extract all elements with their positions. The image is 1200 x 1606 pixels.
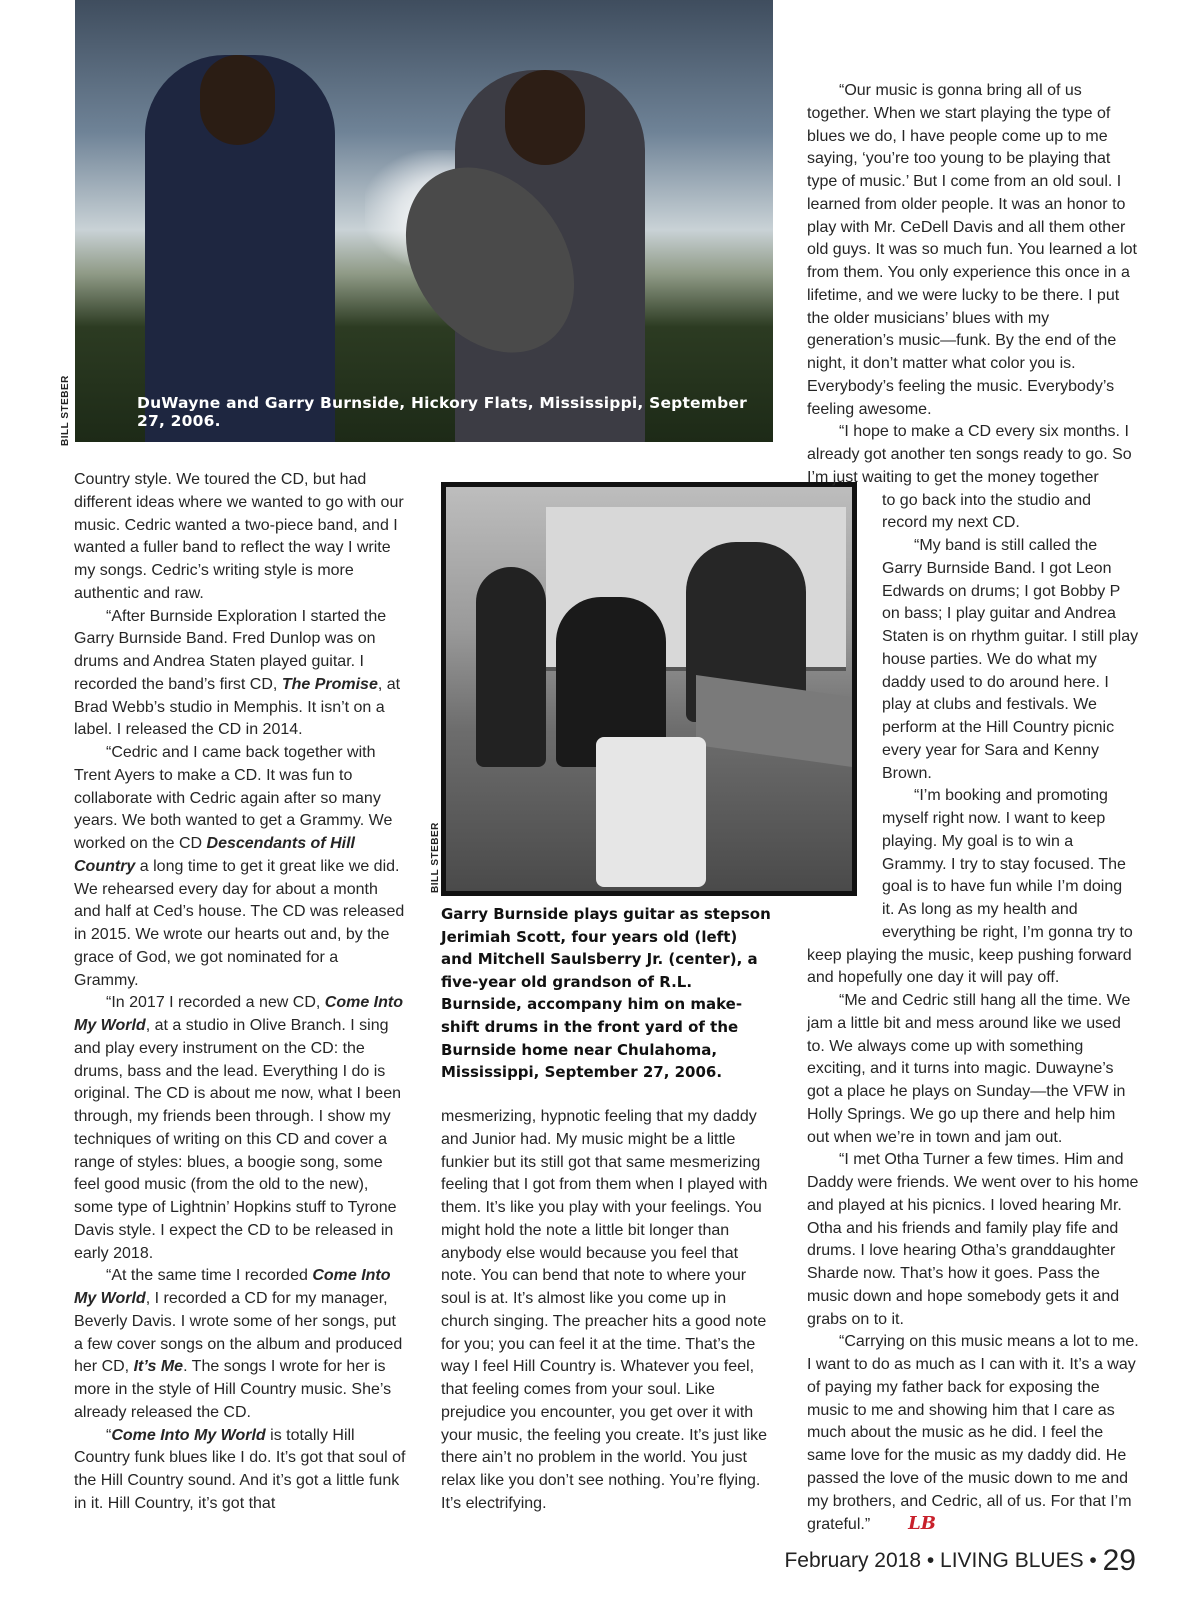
paragraph [807,1331,1139,1537]
text: “Carrying on this music means a lot to me. I want to do as much as I can with it. It’s a way of paying my father back for exposing the music to me and showing him that I care as much about the music as he did. I feel the same love for the music as my daddy did. He passed the love of the music down to me and my brothers, and Cedric, all of us. For that I’m grateful.” [807,1333,1139,1534]
paragraph: “Me and Cedric still hang all the time. We jam a little bit and mess around like we used to. We always come up with something exciting, and it turns into magic. Duwayne’s got a place he plays on Sunday—the VFW in Holly Springs. We go up there and help him out when we’re in town and jam out. [807,992,1131,1146]
album-title: Come Into My World [74,1267,391,1307]
paragraph: keep playing the music, keep pushing forward and hopefully one day it will pay off. [807,946,1132,987]
text: is totally Hill Country funk blues like I do. It’s got that soul of the Hill Country sound. And it’s got a little funk in it. Hill Country, it’s got that [74,1426,406,1512]
text: , at a studio in Olive Branch. I sing and play every instrument on the CD: the drums, bass and the lead. Everything I do is original. The CD is about me now, what I been through, my friends been through. I show my techniques of writing on this CD and cover a range of styles: blues, a boogie song, some feel good music (from the old to the new), some type of Lightnin’ Hopkins stuff to Tyrone Davis style. I expect the CD to be released in early 2018. [74,1017,401,1262]
article-column-3 [807,80,1139,1537]
album-title: Come Into My World [74,994,403,1034]
text: . The songs I wrote for her is more in the style of Hill Country music. She’s already released the CD. [74,1358,392,1421]
text: “After Burnside Exploration I started the Garry Burnside Band. Fred Dunlop was on drums and Andrea Staten played guitar. I recorded the band’s first CD, [74,607,387,693]
page-footer [784,1544,1136,1578]
figure-head [505,70,585,165]
article-column-1 [74,469,406,1516]
text: “ [106,1426,112,1444]
paragraph: “I hope to make a CD every six months. I already got another ten songs ready to go. So I’m just waiting to get the money together [807,423,1132,486]
paragraph: mesmerizing, hypnotic feeling that my daddy and Junior had. My music might be a little funkier but its still got that same mesmerizing feeling that I got from them when I played with them. It’s like you play with your feelings. You might hold the note a little bit longer than anybody else would because you feel that note. You can bend that note to where your soul is at. It’s almost like you come up in church singing. The preacher hits a good note for you; you can feel it at the time. That’s the way I feel Hill Country is. Whatever you feel, that feeling comes from your soul. Like prejudice you encounter, you get over it with your music, the feeling you create. It’s just like there ain’t no problem in the world. You just relax like you don’t see nothing. You’re flying. It’s electrifying. [441,1108,768,1512]
paragraph: “My band is still called the Garry Burnside Band. I got Leon Edwards on drums; I got Bobby P on bass; I play guitar and Andrea Staten is on rhythm guitar. I still play house parties. We do what my daddy used to do around here. I play at clubs and festivals. We perform at the Hill Country picnic every year for Sara and Kenny Brown. [882,537,1139,782]
wrapped-text-block [882,490,1139,945]
paragraph [74,742,406,992]
text: a long time to get it great like we did. We rehearsed every day for about a month and half at Ced’s house. The CD was released in 2015. We wrote our hearts out and, by the grace of God, we got nominated for a Grammy. [74,857,405,989]
figure-head [200,55,275,145]
photo-figure-jerimiah [476,567,546,767]
text: “Cedric and I came back together with Trent Ayers to make a CD. It was fun to collaborate with Cedric again after so many years. We both wanted to get a Grammy. We worked on the CD [74,744,393,852]
photo-top-caption: DuWayne and Garry Burnside, Hickory Flats, Mississippi, September 27, 2006. [137,394,747,430]
photo-bucket-drum [596,737,706,887]
article-column-2 [441,1106,771,1516]
text: “At the same time I recorded [106,1267,313,1285]
paragraph: “I met Otha Turner a few times. Him and Daddy were friends. We went over to his home and played at his picnics. I loved hearing Mr. Otha and his friends and family play fife and drums. I love hearing Otha’s granddaughter Sharde now. That’s how it goes. Pass the music down and hope somebody gets it and grabs on to it. [807,1151,1139,1328]
text: “In 2017 I recorded a new CD, [106,994,325,1012]
paragraph [74,1425,406,1516]
text: , at Brad Webb’s studio in Memphis. It isn’t on a label. I released the CD in 2014. [74,675,401,739]
page-number: 29 [1102,1544,1136,1577]
paragraph [74,1265,406,1424]
album-title: The Promise [281,675,378,693]
album-title: Come Into My World [111,1426,266,1444]
album-title: Descendants of Hill Country [74,835,355,875]
paragraph: Country style. We toured the CD, but had different ideas where we wanted to go with our music. Cedric wanted a two-piece band, and I wanted a fuller band to reflect the way I write my songs. Cedric’s writing style is more authentic and raw. [74,471,404,602]
living-blues-logo: LB [908,1513,937,1535]
paragraph [74,992,406,1265]
album-title: It’s Me [133,1358,184,1376]
photo-garry-with-kids [441,482,857,896]
photo-mid-caption: Garry Burnside plays guitar as stepson Jerimiah Scott, four years old (left) and Mitchell Saulsberry Jr. (center), a five-year old grandson of R.L. Burnside, accompany him on make-shift drums in the front yard of the Burnside home near Chulahoma, Mississippi, September 27, 2006. [441,905,771,1082]
photo-credit-top: BILL STEBER [60,375,71,446]
photo-credit-mid: BILL STEBER [430,822,441,893]
photo-duwayne-garry [75,0,773,442]
photo-figure-duwayne [145,55,335,442]
text: , I recorded a CD for my manager, Beverly Davis. I wrote some of her songs, put a few cover songs on the album and produced her CD, [74,1290,403,1376]
paragraph: to go back into the studio and record my next CD. [882,491,1092,532]
paragraph: “Our music is gonna bring all of us together. When we start playing the type of blues we do, I have people come up to me saying, ‘you’re too young to be playing that type of music.’ But I come from an old soul. I learned from older people. It was an honor to play with Mr. CeDell Davis and all them other old guys. It was so much fun. You learned a lot from them. You only experience this once in a lifetime, and we were lucky to be there. I put the older musicians’ blues with my generation’s music—funk. By the end of the night, it don’t matter what color you is. Everybody’s feeling the music. Everybody’s feeling awesome. [807,82,1137,418]
footer-issue-text: February 2018 • LIVING BLUES • [784,1549,1103,1572]
paragraph: “I’m booking and promoting myself right now. I want to keep playing. My goal is to win a Grammy. I try to stay focused. The goal is to have fun while I’m doing it. As long as my health and everything be right, I’m gonna try to [882,787,1133,941]
paragraph [74,606,406,743]
